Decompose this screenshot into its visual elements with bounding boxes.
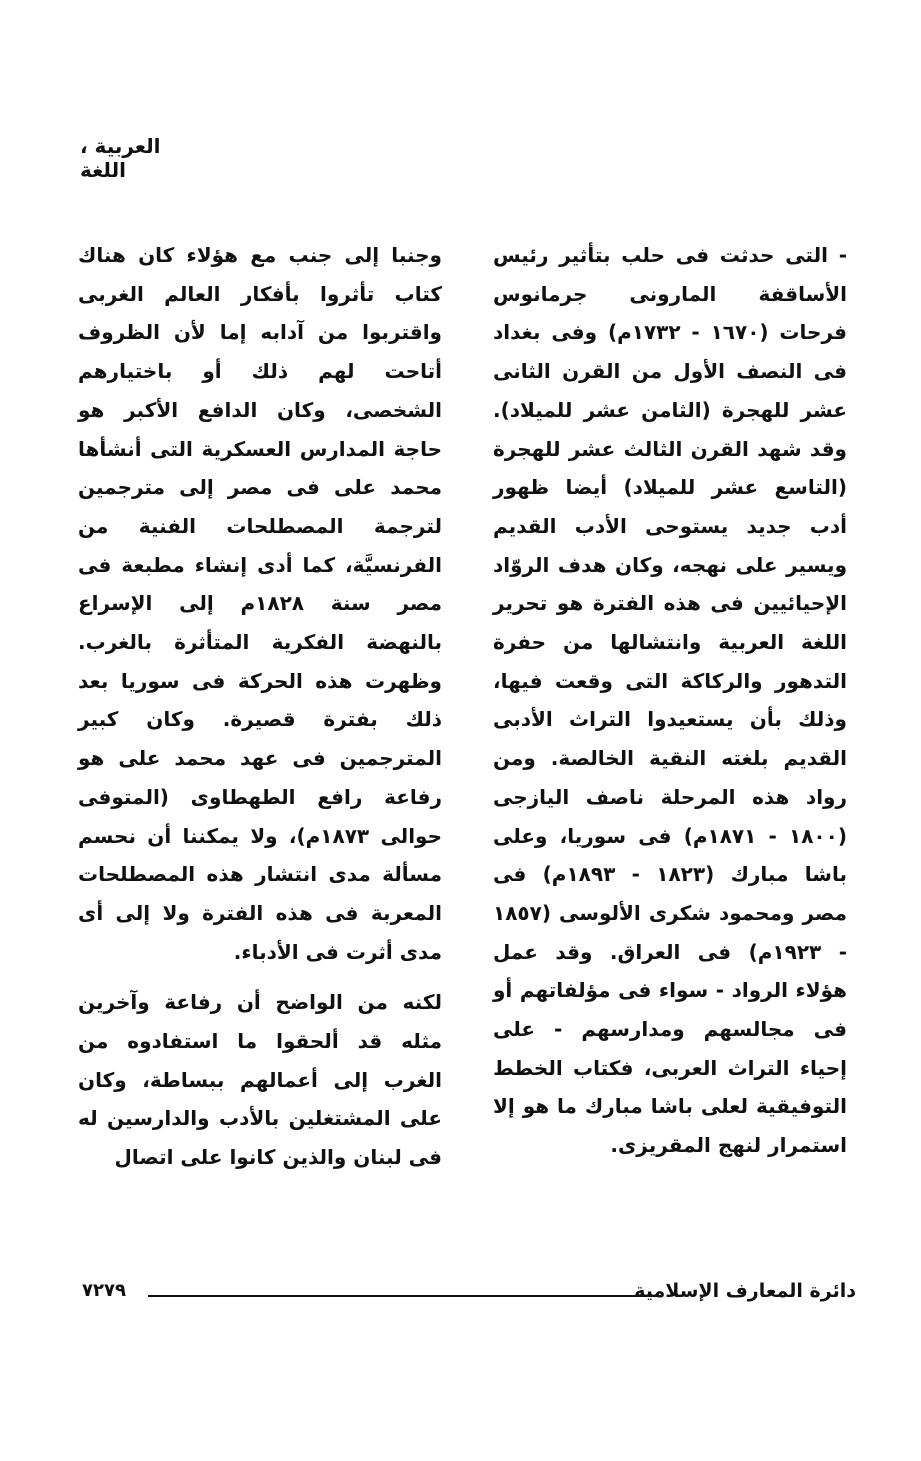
footer-title: دائرة المعارف الإسلامية bbox=[634, 1280, 856, 1302]
paragraph: لكنه من الواضح أن رفاعة وآخرين مثله قد ألحقوا ما استفادوه من الغرب إلى أعمالهم ببساطة، وكان على المشتغلين بالأدب والدارسين له فى لبنان والذين كانوا على اتصال bbox=[78, 990, 442, 1170]
text-column-left bbox=[78, 236, 442, 1177]
page-footer bbox=[82, 1280, 856, 1306]
page-number: ٧٢٧٩ bbox=[82, 1280, 126, 1301]
running-header: العربية ، اللغة bbox=[80, 134, 161, 182]
footer-divider bbox=[148, 1295, 662, 1297]
paragraph: وجنبا إلى جنب مع هؤلاء كان هناك كتاب تأثروا بأفكار العالم الغربى واقتربوا من آدابه إما لأن الظروف أتاحت لهم ذلك أو باختيارهم الشخصى، وكان الدافع الأكبر هو حاجة المدارس العسكرية التى أنشأها محمد على فى مصر إلى مترجمين لترجمة المصطلحات الفنية من الفرنسيَّة، كما أدى إنشاء مطبعة فى مصر سنة ١٨٢٨م إلى الإسراع بالنهضة الفكرية المتأثرة بالغرب. وظهرت هذه الحركة فى سوريا بعد ذلك بفترة قصيرة. وكان كبير المترجمين فى عهد محمد على هو رفاعة رافع الطهطاوى (المتوفى حوالى ١٨٧٣م)، ولا يمكننا أن نحسم مسألة مدى انتشار هذه المصطلحات المعربة فى هذه الفترة ولا إلى أى مدى أثرت فى الأدباء. bbox=[78, 243, 443, 964]
paragraph: - التى حدثت فى حلب بتأثير رئيس الأساقفة المارونى جرمانوس فرحات (١٦٧٠ - ١٧٣٢م) وفى بغداد فى النصف الأول من القرن الثانى عشر للهجرة (الثامن عشر للميلاد). وقد شهد القرن الثالث عشر للهجرة (التاسع عشر للميلاد) أيضا ظهور أدب جديد يستوحى الأدب القديم ويسير على نهجه، وكان هدف الروّاد الإحيائيين فى هذه الفترة هو تحرير اللغة العربية وانتشالها من حفرة التدهور والركاكة التى وقعت فيها، وذلك بأن يستعيدوا التراث الأدبى القديم بلغته النقية الخالصة. ومن رواد هذه المرحلة ناصف اليازجى (١٨٠٠ - ١٨٧١م) فى سوريا، وعلى باشا مبارك (١٨٢٣ - ١٨٩٣م) فى مصر ومحمود شكرى الألوسى (١٨٥٧ - ١٩٢٣م) فى العراق. وقد عمل هؤلاء الرواد - سواء فى مؤلفاتهم أو فى مجالسهم ومدارسهم - على إحياء التراث العربى، فكتاب الخطط التوفيقية لعلى باشا مبارك ما هو إلا استمرار لنهج المقريزى. bbox=[493, 243, 847, 1158]
text-column-right bbox=[493, 236, 847, 1165]
